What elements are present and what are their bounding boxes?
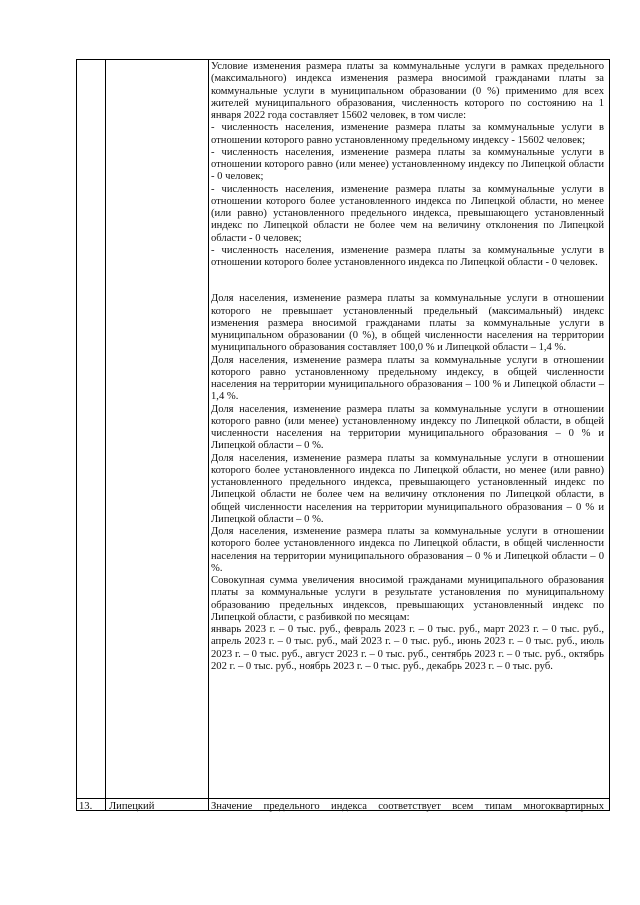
document-table bbox=[76, 59, 610, 811]
paragraph: Доля населения, изменение размера платы за коммунальные услуги в отношении которого более установленного индекса по Липецкой области, но менее (или равно) установленного предельного индекса, превышающего установленный индекс по Липецкой области не более чем на величину отклонения по Липецкой области, в общей численности населения на территории муниципального образования – 0 % и Липецкой области – 0 %. bbox=[211, 452, 604, 525]
column-divider-1 bbox=[105, 60, 106, 810]
paragraph: Доля населения, изменение размера платы за коммунальные услуги в отношении которого более установленного индекса по Липецкой области, в общей численности населения на территории муниципального образования – 0 % и Липецкой области – 0 %. bbox=[211, 526, 604, 574]
paragraph: Доля населения, изменение размера платы за коммунальные услуги в отношении которого равно (или менее) установленному индексу по Липецкой области, в общей численности населения на территории муниципального образования – 0 % и Липецкой области – 0 %. bbox=[211, 403, 604, 452]
column-divider-2 bbox=[208, 60, 209, 810]
paragraph: - численность населения, изменение размера платы за коммунальные услуги в отношении которого равно (или менее) установленному индексу по Липецкой области - 0 человек; bbox=[211, 146, 604, 183]
row-divider bbox=[77, 798, 609, 799]
paragraph: январь 2023 г. – 0 тыс. руб., февраль 2023 г. – 0 тыс. руб., март 2023 г. – 0 тыс. руб., апрель 2023 г. – 0 тыс. руб., май 2023 г. – 0 тыс. руб., июнь 2023 г. – 0 тыс. руб., июль 2023 г. – 0 тыс. руб., август 2023 г. – 0 тыс. руб., сентябрь 2023 г. – 0 тыс. руб., октябрь 202 г. – 0 тыс. руб., ноябрь 2023 г. – 0 тыс. руб., декабрь 2023 г. – 0 тыс. руб. bbox=[211, 624, 604, 672]
row-12-content bbox=[211, 61, 604, 673]
paragraph-gap bbox=[211, 269, 604, 293]
paragraph: Условие изменения размера платы за коммунальные услуги в рамках предельного (максимального) индекса изменения размера вносимой гражданами платы за коммунальные услуги в муниципальном образовании (0 %) применимо для всех жителей муниципального образования, численность которого по состоянию на 1 января 2022 года составляет 15602 человек, в том числе: bbox=[211, 61, 604, 121]
paragraph: Доля населения, изменение размера платы за коммунальные услуги в отношении которого равно установленному предельному индексу, в общей численности населения на территории муниципального образования – 100 % и Липецкой области – 1,4 %. bbox=[211, 354, 604, 403]
paragraph: - численность населения, изменение размера платы за коммунальные услуги в отношении которого равно установленному предельному индексу - 15602 человек; bbox=[211, 122, 604, 146]
row-13-text: Значение предельного индекса соответствует всем типам многоквартирных bbox=[211, 801, 604, 812]
paragraph: Доля населения, изменение размера платы за коммунальные услуги в отношении которого не превышает установленный предельный (максимальный) индекс изменения размера вносимой гражданами платы за коммунальные услуги в муниципальном образовании (0 %), в общей численности населения на территории муниципального образования составляет 100,0 % и Липецкой области – 1,4 %. bbox=[211, 293, 604, 354]
paragraph: - численность населения, изменение размера платы за коммунальные услуги в отношении которого более установленного индекса по Липецкой области, но менее (или равно) установленного предельного индекса, превышающего установленный индекс по Липецкой области не более чем на величину отклонения по Липецкой области - 0 человек; bbox=[211, 183, 604, 244]
row-13-number: 13. bbox=[79, 801, 93, 812]
row-13-name: Липецкий bbox=[109, 801, 155, 812]
paragraph: - численность населения, изменение размера платы за коммунальные услуги в отношении которого более установленного индекса по Липецкой области - 0 человек. bbox=[211, 244, 604, 268]
paragraph: Совокупная сумма увеличения вносимой гражданами муниципального образования платы за коммунальные услуги в результате установления по муниципальному образованию предельных индексов, превышающих установленный индекс по Липецкой области, с разбивкой по месяцам: bbox=[211, 575, 604, 623]
